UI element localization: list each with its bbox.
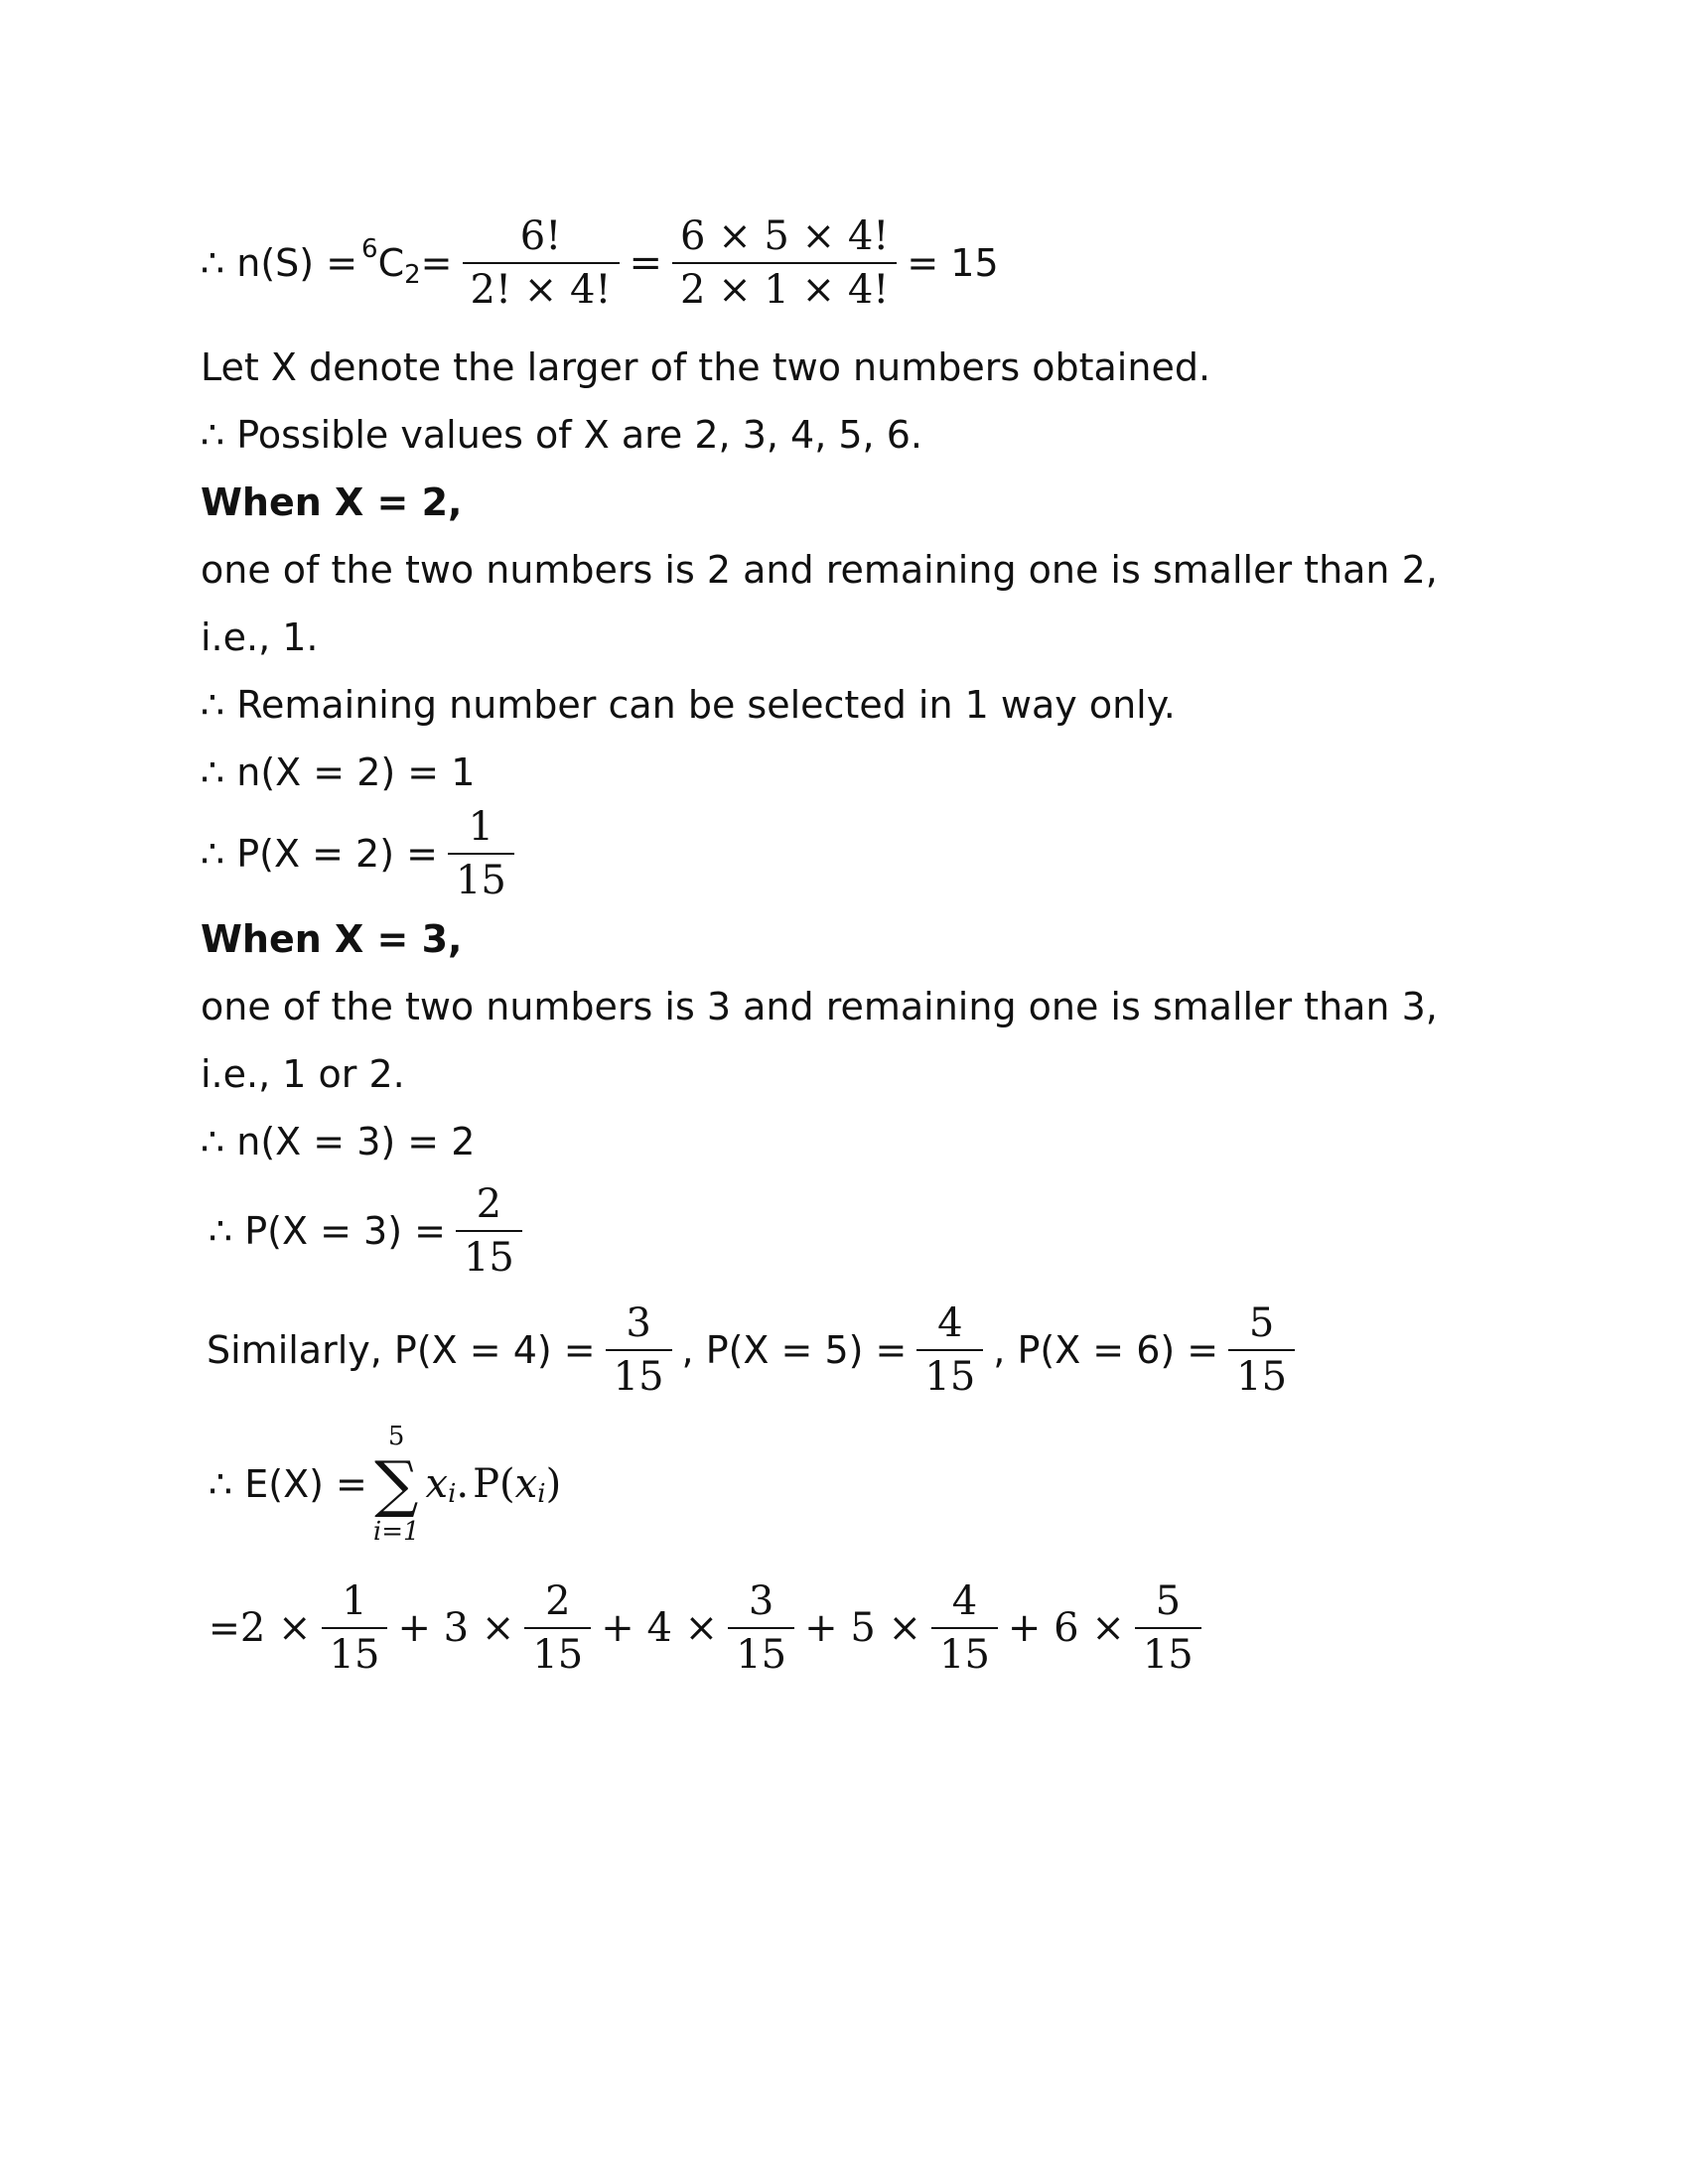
ns-sup: 6 [361,234,378,264]
ex-i1: i [448,1479,457,1509]
sum-t4: + 5 × [804,1605,922,1651]
sum-lower-limit: i=1 [372,1517,420,1547]
case2-frac-den: 15 [448,853,514,906]
sum-f4-den: 15 [931,1627,998,1681]
sigma-symbol: ∑ [374,1447,419,1520]
case3-prob-prefix: ∴ P(X = 3) = [209,1209,446,1253]
ex-prefix: ∴ E(X) = [209,1462,367,1506]
sum-upper-limit: 5 [387,1422,405,1451]
sum-f2-den: 15 [524,1627,591,1681]
ns-eq: = [420,241,453,285]
sum-f5-den: 15 [1135,1627,1201,1681]
sum-t3: + 4 × [601,1605,719,1651]
sum-t1: 2 × [239,1605,312,1651]
ns-frac2 [672,210,897,316]
let-x-text: Let X denote the larger of the two numbers obtained. [201,345,1211,389]
p4-prefix: Similarly, P(X = 4) = [207,1328,596,1372]
case3-heading: When X = 3, [201,917,463,961]
sum-f1-num: 1 [342,1578,367,1624]
sum-f4-num: 4 [951,1578,978,1624]
case2-text2: i.e., 1. [201,615,319,659]
p6-den: 15 [1228,1349,1295,1403]
case2-frac-num: 1 [468,804,494,850]
case3-probability [209,1181,532,1281]
case3-frac [456,1178,522,1284]
p5-prefix: , P(X = 5) = [681,1328,908,1372]
ex-P: P( [473,1461,515,1507]
sum-f3-num: 3 [748,1578,774,1624]
ns-sub: 2 [404,260,421,290]
ns-eq2: = [629,240,663,286]
case2-count: ∴ n(X = 2) = 1 [201,751,476,794]
sum-f5-num: 5 [1155,1578,1182,1624]
case3-text1: one of the two numbers is 3 and remaining one is smaller than 3, [201,985,1438,1028]
case2-text3: ∴ Remaining number can be selected in 1 way only. [201,683,1176,727]
sum-t5: + 6 × [1007,1605,1125,1651]
case2-frac [448,801,514,906]
ns-frac2-num: 6 × 5 × 4! [680,213,890,259]
sum-f2-num: 2 [545,1578,571,1624]
case3-frac-den: 15 [456,1230,522,1284]
p5-num: 4 [937,1300,963,1346]
p6-num: 5 [1248,1300,1275,1346]
expectation-formula [209,1415,561,1554]
ex-dot: . [456,1461,470,1507]
p4-frac [606,1297,672,1403]
ex-close: ) [545,1461,562,1507]
sum-f1 [322,1575,388,1681]
p6-prefix: , P(X = 6) = [993,1328,1219,1372]
p4-den: 15 [606,1349,672,1403]
case3-frac-num: 2 [476,1181,502,1227]
sample-space-count [201,213,999,313]
case3-count: ∴ n(X = 3) = 2 [201,1120,476,1163]
sum-f1-den: 15 [322,1627,388,1681]
expectation-expansion [209,1573,1211,1683]
ns-prefix: ∴ n(S) = [201,241,358,285]
case2-heading: When X = 2, [201,480,463,524]
case2-probability [201,804,524,903]
p6-frac [1228,1297,1295,1403]
case2-text1: one of the two numbers is 2 and remaining one is smaller than 2, [201,548,1438,592]
possible-values-text: ∴ Possible values of X are 2, 3, 4, 5, 6. [201,413,922,457]
ns-frac1-den: 2! × 4! [463,262,620,316]
ns-result: = 15 [907,241,999,285]
sum-f3-den: 15 [728,1627,794,1681]
ex-x2: x [514,1461,538,1507]
p4-num: 3 [626,1300,651,1346]
similarly-probabilities [207,1296,1305,1405]
sum-f4 [931,1575,998,1681]
sum-f2 [524,1575,591,1681]
case2-prob-prefix: ∴ P(X = 2) = [201,832,438,876]
sum-f5 [1135,1575,1201,1681]
ex-x: x [425,1461,449,1507]
case3-text2: i.e., 1 or 2. [201,1052,405,1096]
sum-t2: + 3 × [397,1605,515,1651]
ns-frac2-den: 2 × 1 × 4! [672,262,897,316]
p5-den: 15 [916,1349,983,1403]
sum-eq: = [209,1606,240,1650]
p5-frac [916,1297,983,1403]
ns-c: C [377,241,405,285]
sum-f3 [728,1575,794,1681]
ns-frac1-num: 6! [519,213,562,259]
summation [373,1422,420,1547]
ex-i2: i [537,1479,546,1509]
ns-frac1 [463,210,620,316]
